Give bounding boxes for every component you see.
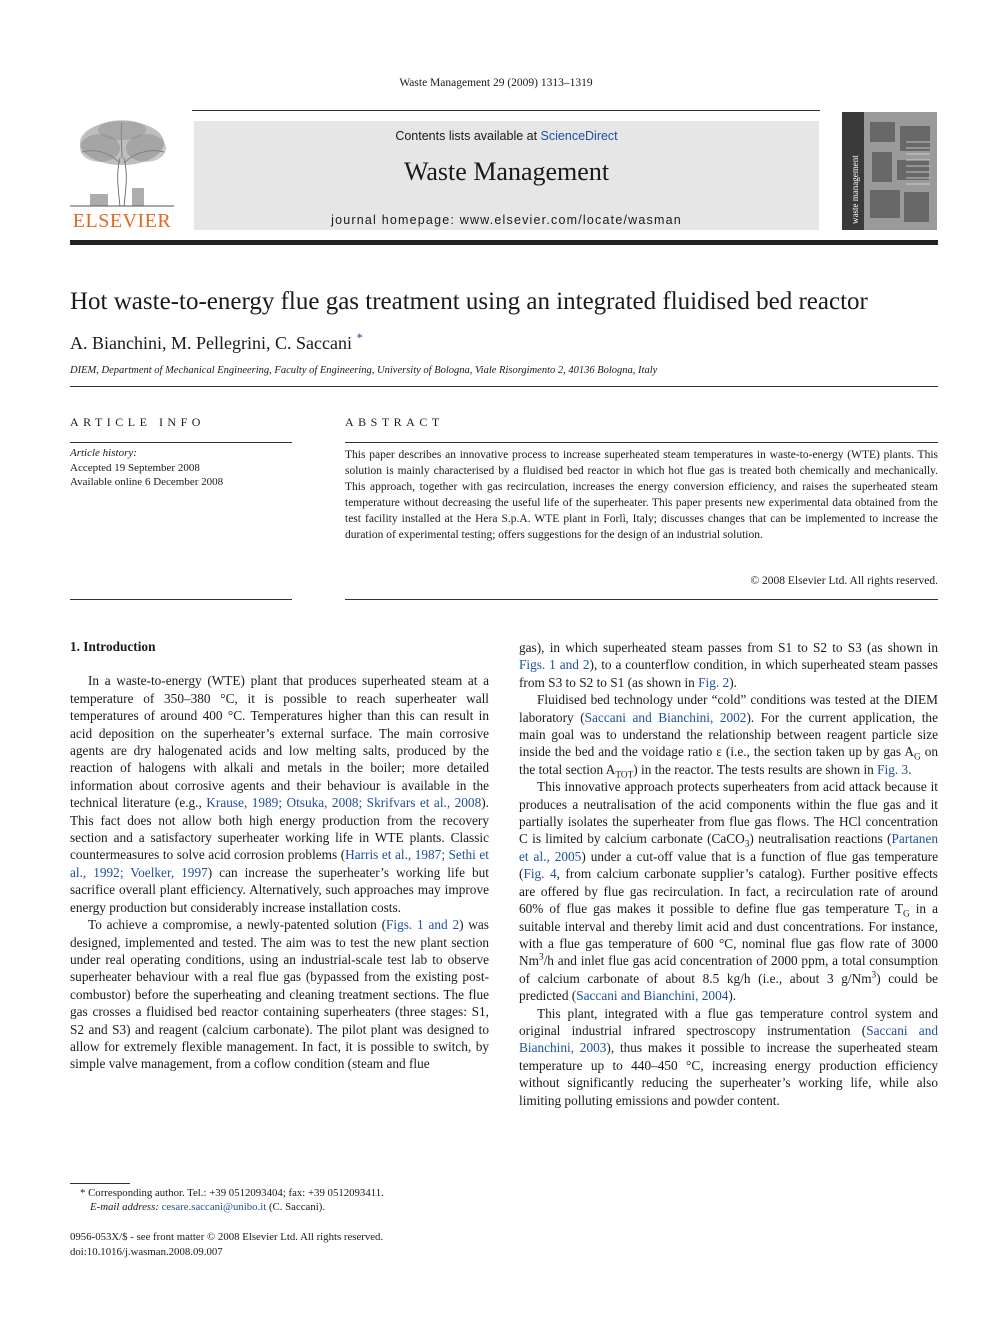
sciencedirect-link[interactable]: ScienceDirect [540, 129, 618, 143]
ref-saccani-bianchini-2002[interactable]: Saccani and Bianchini, 2002 [584, 709, 747, 725]
abstract-text: This paper describes an innovative process to increase superheated steam temperatures in waste-to-energy (WTE) plants. This solution is mainly characterised by a fluidised bed reactor in which hot flue gas is treated both chemically and mechanically. This approach, together with gas recirculation, increases the energy conversion efficiency, and raises the superheated steam temperature without decreasing the useful life of the superheater. This paper presents new experimental data obtained from the test facility installed at the Hera S.p.A. WTE plant in Forlì, Italy; discusses changes that can be implemented to increase the duration of experimental testing; offers suggestions for the design of an industrial solution. [345, 449, 938, 541]
left-column [70, 638, 489, 1073]
journal-banner [194, 121, 819, 230]
journal-citation: Waste Management 29 (2009) 1313–1319 [399, 77, 593, 89]
history-label: Article history: [70, 447, 137, 459]
subscript-g: G [913, 753, 921, 764]
journal-cover-image [842, 112, 937, 230]
p4-text-d: ) in the reactor. The tests results are shown in [633, 761, 878, 777]
article-info-bottom-rule [70, 599, 292, 600]
ref-fig-3[interactable]: Fig. 3 [877, 761, 909, 777]
front-matter [70, 1230, 489, 1259]
contents-prefix: Contents lists available at [395, 129, 541, 143]
article-title: Hot waste-to-energy flue gas treatment using an integrated fluidised bed reactor [70, 288, 868, 315]
p3-text-b: ), to a counterflow condition, in which superheated steam passes from S3 to S2 to S1 (as shown in [519, 657, 938, 690]
p1-text-c: ) can increase the superheater’s working life but sacrifice overall plant efficiency. Alternatively, such approaches may improve energy production but considerably increase installation costs. [70, 864, 489, 915]
ref-partanen-2005[interactable]: Partanen et al., 2005 [519, 831, 938, 864]
p4-text-e: . [908, 761, 912, 777]
paragraph-1 [70, 672, 489, 916]
p6-text-b: ), thus makes it possible to increase the superheated steam temperature up to 440–450 °C, increasing energy production efficiency without significantly reducing the superheater’s working life, while also limiting polluting emissions and powder content. [519, 1040, 938, 1108]
footnote-mark: * [80, 1187, 86, 1199]
p3-text-c: ). [729, 674, 737, 690]
affiliation: DIEM, Department of Mechanical Engineering, Faculty of Engineering, University of Bologna, Viale Risorgimento 2, 40136 Bologna, Italy [70, 365, 658, 376]
ref-harris-sethi-voelker[interactable]: Harris et al., 1987; Sethi et al., 1992; Voelker, 1997 [70, 847, 489, 880]
p6-text-a: This plant, integrated with a flue gas temperature control system and original industrial infrared spectroscopy instrumentation ( [519, 1005, 938, 1038]
footnote-rule [70, 1183, 130, 1184]
email-label: E-mail address: [90, 1201, 159, 1213]
abstract-copyright: © 2008 Elsevier Ltd. All rights reserved. [750, 575, 938, 587]
p5-text-e: in a suitable interval and thereby limit acid and dust concentrations. For instance, with a flue gas temperature of 600 °C, nominal flue gas flow rate of 3000 Nm [519, 901, 938, 969]
email-suffix: (C. Saccani). [268, 1201, 326, 1213]
affiliation-rule [70, 386, 938, 387]
paragraph-5 [519, 778, 938, 1004]
p5-text-g: ) could be predicted ( [519, 970, 938, 1004]
p2-text-a: To achieve a compromise, a newly-patented solution ( [88, 917, 387, 933]
header-rule [192, 110, 820, 111]
subscript-g-2: G [903, 909, 910, 920]
email-link[interactable]: cesare.saccani@unibo.it [161, 1201, 267, 1213]
paragraph-2 [70, 916, 489, 1073]
abstract-bottom-rule [345, 599, 938, 600]
superscript-3-b: 3 [871, 970, 877, 981]
article-history [70, 446, 292, 490]
p3-text-a: gas), in which superheated steam passes from S1 to S2 to S3 (as shown in [519, 640, 938, 655]
ref-saccani-bianchini-2003[interactable]: Saccani and Bianchini, 2003 [519, 1022, 938, 1056]
ref-saccani-bianchini-2004[interactable]: Saccani and Bianchini, 2004 [576, 988, 729, 1004]
p1-text-b: ). This fact does not allow both high energy production from the recovery section and a satisfactory superheater working life in WTE plants. Classic countermeasures to solve acid corrosion problems ( [70, 795, 489, 863]
journal-homepage[interactable]: journal homepage: www.elsevier.com/locate/wasman [331, 213, 682, 227]
right-column [519, 639, 938, 1109]
p4-text-c: on the total section A [519, 744, 938, 777]
ref-krause-otsuka-skrifvars[interactable]: Krause, 1989; Otsuka, 2008; Skrifvars et al., 2008 [206, 795, 482, 811]
journal-name: Waste Management [403, 157, 610, 186]
ref-fig-2[interactable]: Fig. 2 [698, 674, 730, 690]
footnote-line-2 [70, 1200, 489, 1214]
paragraph-3 [519, 639, 938, 691]
abstract-rule [345, 442, 938, 443]
section-heading-introduction: 1. Introduction [70, 639, 156, 654]
abstract-heading: ABSTRACT [345, 415, 444, 429]
p1-text-a: In a waste-to-energy (WTE) plant that produces superheated steam at a temperature of 350–380 °C, it is possible to reach superheater wall temperatures of around 400 °C. Temperatures higher than this can result in acid deposition on the superheater’s external surface. The main corrosive agents are dry halogenated acids and low melting salts, produced by the reaction of halogens with alkali and metals in the boiler; more detailed information about corrosive agents and their behaviour is available in the technical literature (e.g., [70, 673, 489, 811]
p5-text-b: ) neutralisation reactions ( [749, 831, 892, 847]
p5-text-a: This innovative approach protects superheaters from acid attack because it produces a neutralisation of the acid components within the flue gas and it partially isolates the superheater from flue gas flows. The HCl concentration C is limited by calcium carbonate (CaCO [519, 779, 938, 847]
paragraph-6 [519, 1005, 938, 1109]
ref-figs-1-2-b[interactable]: Figs. 1 and 2 [519, 657, 590, 673]
subscript-3: 3 [744, 840, 750, 851]
p5-text-c: ) under a cut-off value that is a function of flue gas temperature ( [519, 848, 938, 882]
superscript-3: 3 [538, 952, 544, 963]
ref-figs-1-2[interactable]: Figs. 1 and 2 [386, 917, 460, 933]
online-date: Available online 6 December 2008 [70, 476, 224, 488]
paragraph-4 [519, 691, 938, 781]
accepted-date: Accepted 19 September 2008 [70, 461, 200, 474]
p2-text-b: ) was designed, implemented and tested. The aim was to test the new plant section under real operating conditions, using an industrial-scale test lab to observe superheater behaviour with a real flue gas (bypassed from the existing post-combustor) before the superheating and cleaning treatment sections. The flue gas crosses a fluidised bed reactor containing superheaters (three stages: S1, S2 and S3) and reagent (calcium carbonate). The pilot plant was designed to allow for extremely flexible management. In fact, it is possible to switch, by simple valve management, from a coflow condition (steam and flue [70, 917, 489, 1072]
elsevier-wordmark: ELSEVIER [72, 210, 172, 232]
header-thick-rule [70, 240, 938, 245]
p5-text-h: ). [728, 988, 737, 1004]
ref-fig-4[interactable]: Fig. 4 [523, 866, 557, 882]
corresponding-author-footnote [70, 1186, 489, 1214]
cover-title: waste management [850, 155, 860, 224]
p5-text-d: , from calcium carbonate supplier’s catalog). Further positive effects are offered by flue gas recirculation. In fact, a recirculation rate of around 60% of flue gas makes it possible to define flue gas temperature T [519, 866, 938, 917]
corresponding-author-mark[interactable]: * [356, 331, 363, 345]
p5-text-f: /h and inlet flue gas acid concentration of 2000 ppm, a total consumption of calcium carbonate of about 8.5 kg/h (i.e., about 3 g/Nm [519, 953, 938, 986]
article-info-heading: ARTICLE INFO [70, 415, 205, 429]
corresponding-contact: Corresponding author. Tel.: +39 0512093404; fax: +39 0512093411. [88, 1187, 384, 1199]
authors: A. Bianchini, M. Pellegrini, C. Saccani [70, 333, 352, 353]
contents-line [194, 129, 819, 143]
author-list [70, 333, 363, 354]
subscript-tot: TOT [615, 770, 634, 781]
p4-text-a: Fluidised bed technology under “cold” conditions was tested at the DIEM laboratory ( [519, 692, 938, 725]
article-info-rule [70, 442, 292, 443]
footnote-line-1 [70, 1186, 489, 1200]
issn-line: 0956-053X/$ - see front matter © 2008 Elsevier Ltd. All rights reserved. [70, 1231, 384, 1243]
doi-line[interactable]: doi:10.1016/j.wasman.2008.09.007 [70, 1245, 223, 1258]
p4-text-b: ). For the current application, the main goal was to understand the relationship between reagent particle size inside the bed and the voidage ratio ε (i.e., the section taken up by gas A [519, 709, 938, 760]
